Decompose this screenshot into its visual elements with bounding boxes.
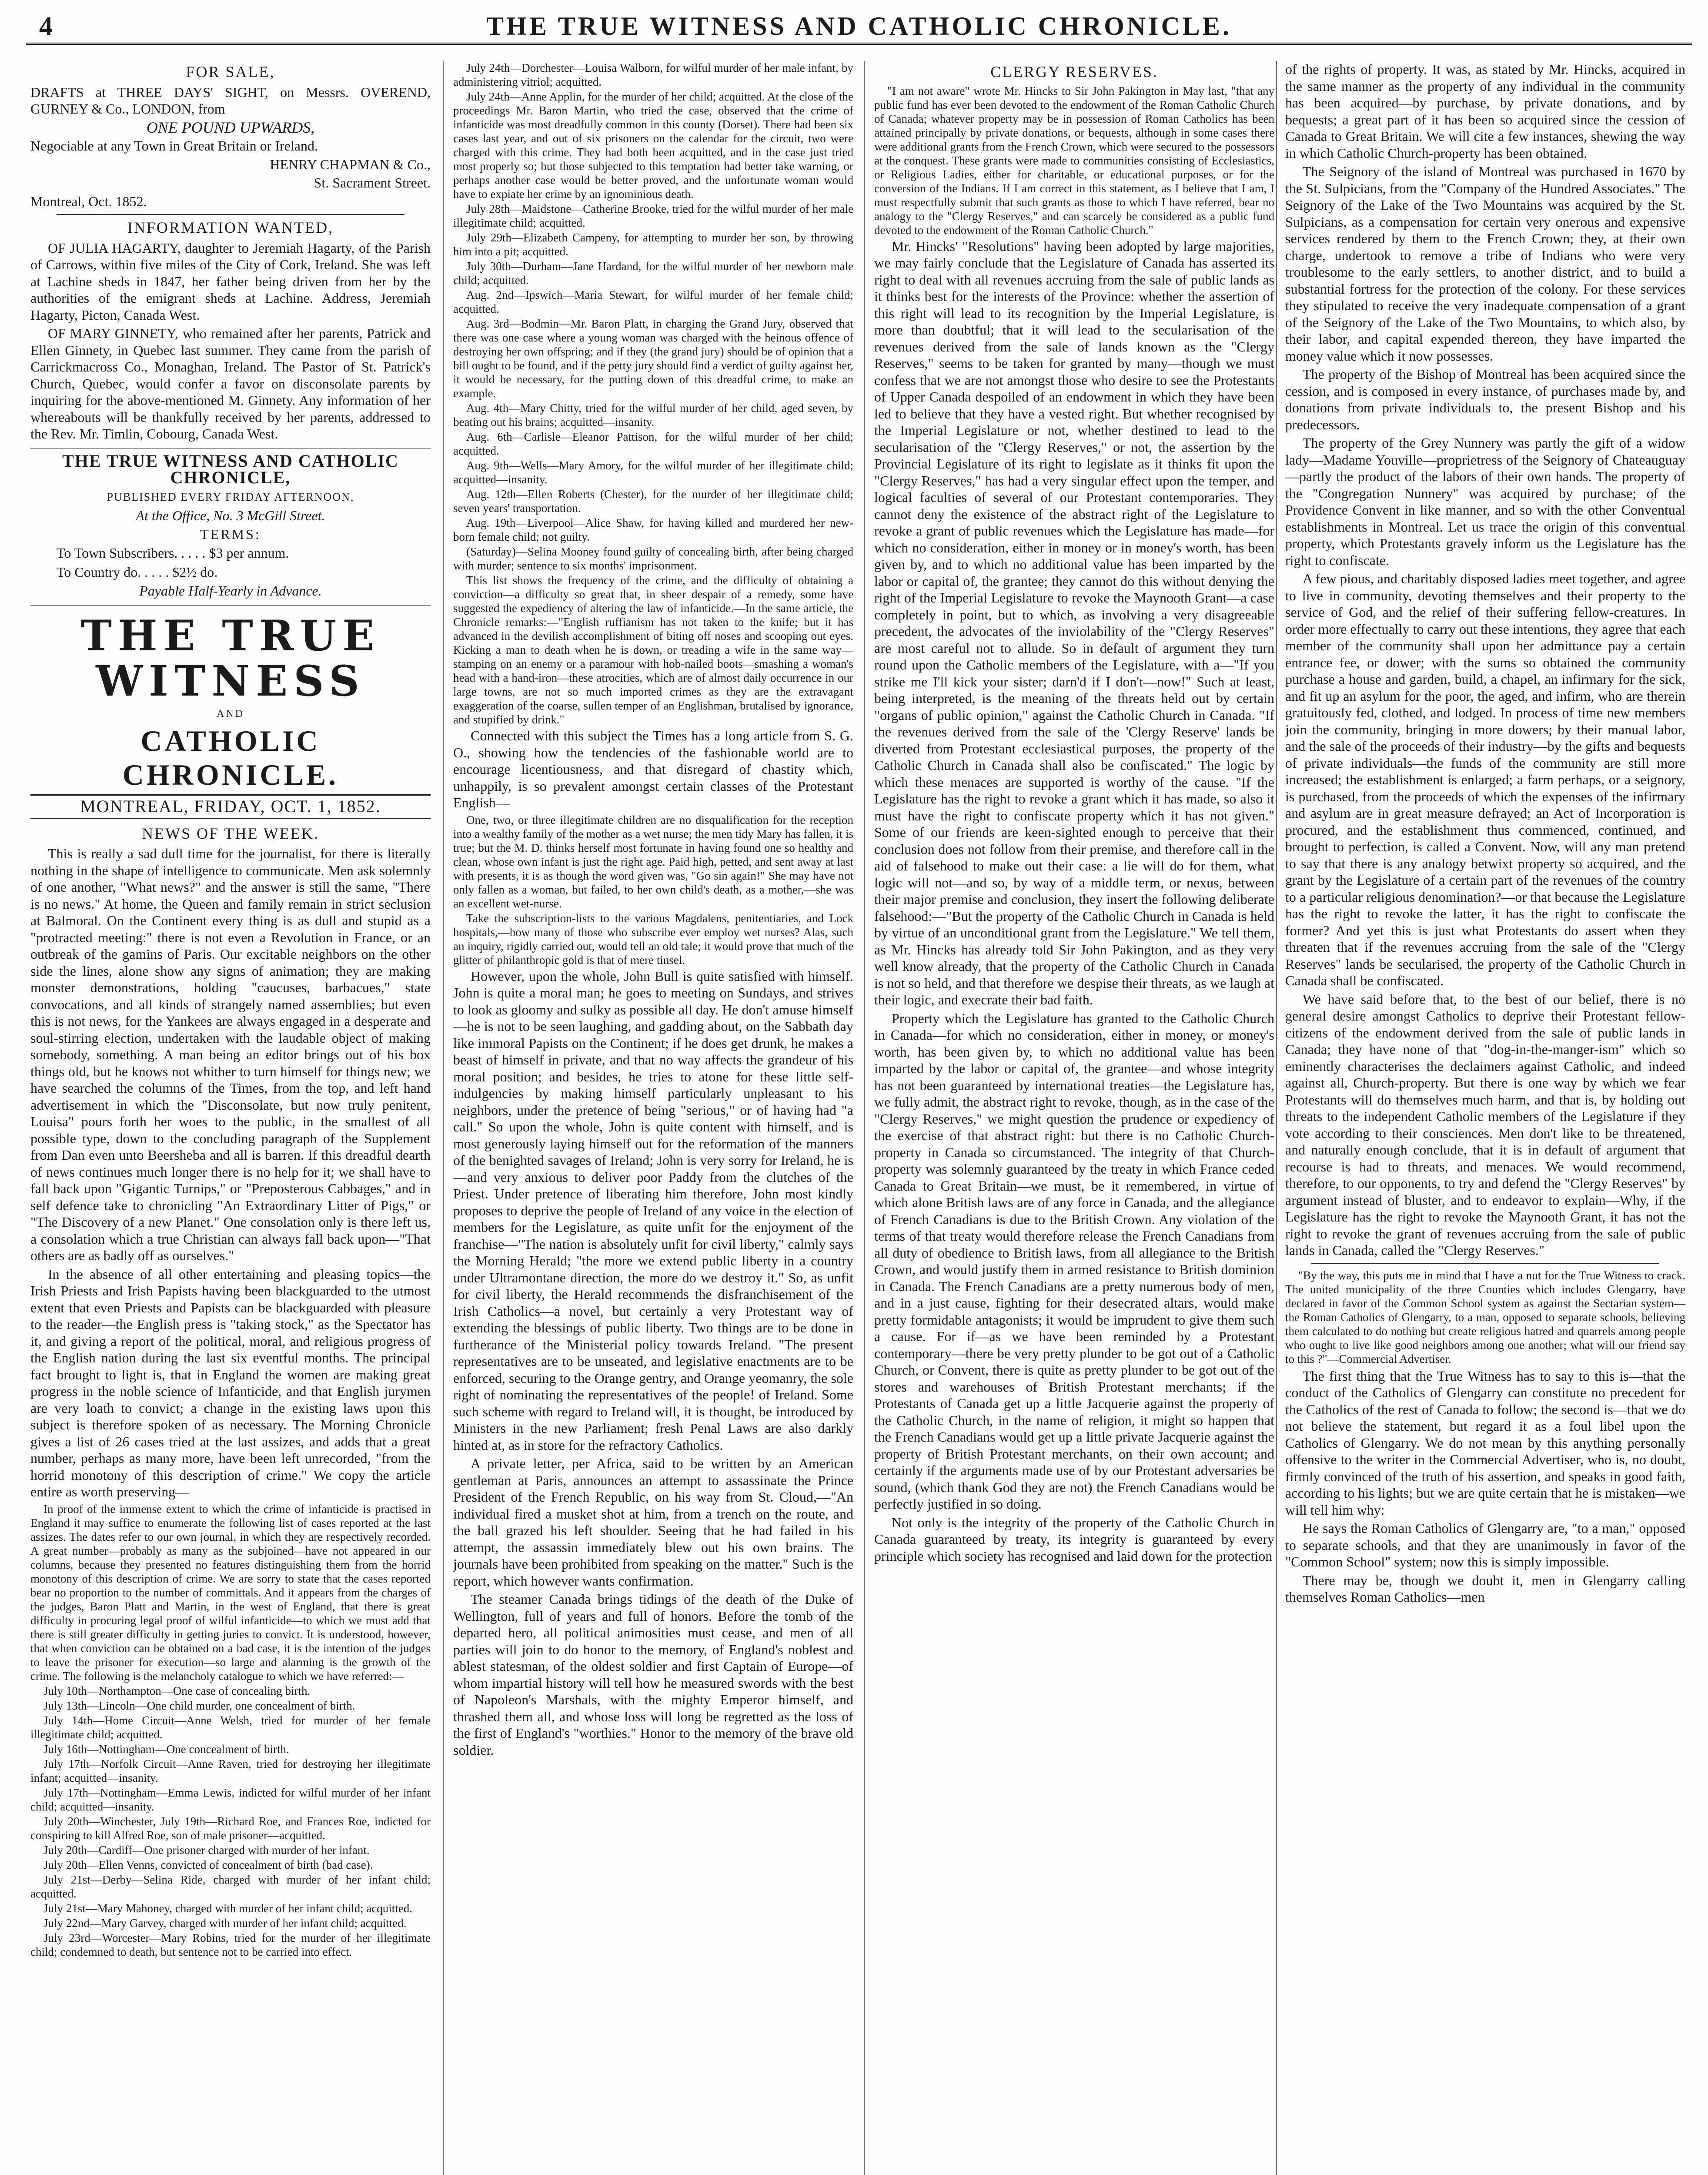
case-entry: July 17th—Norfolk Circuit—Anne Raven, tried for destroying her illegitimate infant; acquitted—insanity.	[30, 1757, 431, 1784]
article-paragraph: Mr. Hincks' "Resolutions" having been adopted by large majorities, we may fairly conclude that the Legislature of Canada has asserted its right to deal with all revenues accruing from the sale of public lands as it thinks best for the interests of the Province: whether the assertion of this right will lead to its recognition by the Imperial Legislature, is more than doubtful; that it will lead to the secularisation of the revenues derived from the sale of lands known as the "Clergy Reserves," seems to be taken for granted by many—though we must confess that we are not amongst those who desire to see the Protestants of Upper Canada despoiled of an endowment in which they have been led to believe that they have a vested right. But whether recognised by the Imperial Legislature or not, whether destined to lead to the secularisation of the "Clergy Reserves," or not, the assertion by the Provincial Legislature of its right to legislate as it thinks fit upon the "Clergy Reserves," has had a very singular effect upon the temper, and logical faculties of several of our Protestant contemporaries. They cannot deny the existence of the abstract right of the Legislature to revoke a grant of public revenues which the Legislature has made—for which no consideration, either in money or in money's worth, has been given by, and to which no additional value has been imparted by the labor or capital of, the grantee; they cannot do this without denying the right of the Imperial Legislature to revoke the Maynooth Grant—a case completely in point, but to which, as involving a very disagreeable precedent, the advocates of the inviolability of the "Clergy Reserves" are most careful not to allude. So in default of argument they turn round upon the Catholic members of the Legislature, with a—"If you strike me I'll kick your sister; darn'd if I don't—now!" Such at least, being interpreted, is the meaning of the threats held out by certain "organs of public opinion," against the Catholic Church in Canada. "If the revenues derived from the sale of the 'Clergy Reserve' lands be diverted from Protestant ecclesiastical purposes, the property of the Catholic Church in Canada shall also be confiscated." The logic by which these menaces are supported is worthy of the cause. "If the Legislature has the right to revoke a grant which it has made, so also it must have the right to confiscate property which it has not given." Some of our friends are keen-sighted enough to perceive that their conclusion does not follow from their premise, and therefore call in the aid of falsehood to make out their case: a lie will do for them, what logic will not—and so, by way of a middle term, or nexus, between their major premise and conclusion, they insert the following deliberate falsehood:—"But the property of the Catholic Church in Canada is held by virtue of an unconditional grant from the Legislature." We tell them, as Mr. Hincks has already told Sir John Pakington, and as they very well know already, that the property of the Catholic Church in Canada is not so held, and that therefore we despise their threats, as we laugh at their logic, and execrate their bad faith.	[874, 238, 1274, 1007]
case-entry: July 17th—Nottingham—Emma Lewis, indicted for wilful murder of her infant child; acquitted—insanity.	[30, 1786, 431, 1813]
for-sale-text: DRAFTS at THREE DAYS' SIGHT, on Messrs. OVEREND, GURNEY & Co., LONDON, from	[30, 84, 431, 117]
infanticide-list	[30, 1502, 431, 1959]
running-title: THE TRUE WITNESS AND CATHOLIC CHRONICLE.	[486, 12, 1232, 40]
article-paragraph: A private letter, per Africa, said to be written by an American gentleman at Paris, announces an attempt to assassinate the Prince President of the French Republic, on his way from St. Cloud,—"An individual fired a musket shot at him, from a trench on the route, and the ball grazed his left shoulder. Seeing that he had failed in his attempt, the assassin immediately blew out his own brains. The journals have been prohibited from speaking on the matter." Such is the report, which however wants confirmation.	[453, 1456, 853, 1589]
for-sale-negotiable: Negociable at any Town in Great Britain or Ireland.	[30, 138, 318, 154]
case-entry: Aug. 3rd—Bodmin—Mr. Baron Platt, in charging the Grand Jury, observed that there was one case where a young woman was charged with the heinous offence of destroying her own offspring; and if they (the grand jury) should be of opinion that a bill ought to be found, and if the petty jury should find a verdict of guilty against her, it would be necessary, for the putting down of this dreadful crime, to make an example.	[453, 317, 853, 400]
case-entry: July 24th—Anne Applin, for the murder of her child; acquitted. At the close of the proceedings Mr. Baron Martin, who tried the case, observed that the crime of infanticide was most dreadfully common in this county (Dorset). There had been six cases last year, and out of six prisoners on the calendar for the circuit, two were charged with this crime. They had both been acquitted, and in the case just tried most properly so; but those subjected to this temptation had better take warning, or perhaps another case would be better proved, and the unfortunate woman would have to expiate her crime by an ignominious death.	[453, 90, 853, 201]
case-entry: July 10th—Northampton—One case of concealing birth.	[43, 1684, 311, 1697]
column-rule	[443, 61, 444, 2175]
article-paragraph: Connected with this subject the Times has a long article from S. G. O., showing how the tendencies of the fashionable world are to encourage licentiousness, and that disregard of chastity which, unhappily, is so prevalent amongst certain classes of the Protestant English—	[453, 728, 853, 810]
article-paragraph: The property of the Grey Nunnery was partly the gift of a widow lady—Madame Youville—proprietress of the Seignory of Chateauguay—partly the product of the labors of their own hands. The property of the "Congregation Nunnery" was acquired by purchase; of the Providence Convent in like manner, and so with the other Conventual establishments in Montreal. Let us trace the origin of this conventual property, which Protestants gravely inform us the Legislature has the right to confiscate.	[1285, 435, 1685, 568]
case-entry: July 13th—Lincoln—One child murder, one concealment of birth.	[43, 1699, 355, 1712]
case-entry: July 24th—Dorchester—Louisa Walborn, for wilful murder of her male infant, by administering vitriol; acquitted.	[453, 61, 853, 88]
case-entry: July 22nd—Mary Garvey, charged with murder of her infant child; acquitted.	[43, 1916, 407, 1930]
terms-town: To Town Subscribers. . . . . $3 per annum.	[57, 545, 289, 561]
page-number: 4	[39, 12, 53, 41]
news-paragraph: This is really a sad dull time for the journalist, for there is literally nothing in the shape of intelligence to communicate. Men ask solemnly of one another, "What news?" and the answer is still the same, "There is no news." At home, the Queen and family remain in strict seclusion at Balmoral. On the Continent every thing is as dull and stupid as a "protracted meeting:" there is not even a Revolution in France, or an outbreak of the gamins of Paris. Our excitable neighbors on the other side the lines, alone show any signs of animation; they are making monster demonstrations, holding "caucuses, barbacues," state convocations, and all kinds of strangely named assemblies; but even this is not news, for the Yankees are always engaged in a desperate and soul-stirring election, undertaken with the laudable object of making somebody, something. A man being an editor brings out of his box things old, but he knows not whither to turn himself for things new; we have searched the columns of the Times, from the top, and left hand advertisement in which the "Disconsolate, but now truly penitent, Louisa" pours forth her woes to the public, in the smallest of all possible type, down to the concluding paragraph of the Supplement from Dan even unto Beersheba and all is barren. If this dreadful dearth of news continues much longer there is no help for it; we shall have to fall back upon "Gigantic Turnips," or "Preposterous Cabbages," and in self defence take to chronicling "An Extraordinary Litter of Pigs," or "The Discovery of a new Planet." One consolation only is there left us, a consolation which a true Christian can always fall back upon—"That others are as badly off as ourselves."	[30, 846, 431, 1263]
quote-paragraph: One, two, or three illegitimate children are no disqualification for the reception into a wealthy family of the mother as a wet nurse; the men tidy Mary has fallen, it is true; but the M. D. thinks herself most fortunate in having found one so healthy and clean, whose own infant is just the right age. Paid high, petted, and sent away at last with presents, it is as though the word given was, "Go sin again!" She may have not only fallen as a woman, but failed, to her own child's death, as a mother,—she was an excellent wet-nurse.	[453, 813, 854, 910]
times-quote	[453, 813, 853, 967]
article-paragraph: The first thing that the True Witness has to say to this is—that the conduct of the Catholics of Glengarry can constitute no precedent for the Catholics of the rest of Canada to follow; the second is—that we do not believe the statement, but regard it as a foul libel upon the Catholics of Glengarry. We do not mean by this anything personally offensive to the writer in the Commercial Advertiser, who is, no doubt, firmly convinced of the truth of his assertion, and speaks in good faith, according to his lights; but we are quite certain that he is mistaken—we will tell him why:	[1285, 1368, 1685, 1518]
quote-paragraph: "I am not aware" wrote Mr. Hincks to Sir John Pakington in May last, "that any public fund has ever been devoted to the endowment of the Roman Catholic Church of Canada; whatever property may be in possession of Roman Catholics has been attained principally by private donations, or bequests, although in some cases there were additional grants from the French Crown, which were secured to the possessors at the conquest. These grants were made to communities consisting of Ecclesiastics, or Religious Ladies, either for charitable, or educational purposes, or for the conversion of the Indians. If I am correct in this statement, as I believe that I am, I must respectfully submit that such grants as those to which I have referred, bear no analogy to the "Clergy Reserves," and can scarcely be considered as a public fund devoted to the endowment of the Roman Catholic Church."	[874, 84, 1274, 237]
divider	[30, 604, 431, 606]
article-paragraph: Property which the Legislature has granted to the Catholic Church in Canada—for which no consideration, either in money, or money's worth, has been given by, to which no additional value has been imparted by the labor or capital of, the grantee—and whose integrity has not been guaranteed by international treaties—the Legislature has, we fully admit, the abstract right to revoke, though, as in the case of the "Clergy Reserves," we might question the prudence or expediency of the exercise of that abstract right: but there is no Catholic Church-property in Canada so circumstanced. The integrity of that Church-property was solemnly guaranteed by the treaty in which France ceded Canada to Great Britain—we must, be it remembered, in virtue of which alone British laws are of any force in Canada, and the allegiance of French Canadians is due to the British Crown. Any violation of the terms of that treaty would therefore release the French Canadians from all duty of obedience to British laws, from all allegiance to the British Crown, and would justify them in armed resistance to British dominion in Canada. The French Canadians are a pretty numerous body of men, and in a just cause, fighting for their desecrated altars, would make pretty formidable antagonists; it would be imprudent to give them such a cause. For if—as we have been reminded by a Protestant contemporary—there be very pretty plunder to be got out of a Catholic Church, or Convent, there is quite as pretty plunder to be got out of the stores and warehouses of British Protestant merchants; if the Protestants of Canada get up a little Jacquerie against the property of the Catholic Church, in the name of religion, it might so happen that the French Canadians would get up a little private Jacquerie against the property of British Protestant merchants, on their own account; and certainly if the arguments made use of by our Protestant adversaries be sound, (which thank God they are not) the French Canadians would be perfectly justified in so doing.	[874, 1010, 1274, 1512]
article-paragraph: The Seignory of the island of Montreal was purchased in 1670 by the St. Sulpicians, from the "Company of the Hundred Associates." The Seignory of the Lake of the Two Mountains was acquired by the St. Sulpicians, as a compensation for certain very onerous and expensive services rendered by them to the French Crown; they, at their own charge, undertook to remove a tribe of Indians who were very troublesome to the early settlers, to another district, and to build a substantial fortress for the protection of the colony. For these services they stipulated to receive the very inadequate compensation of a grant of the Seignory of the Lake of the Two Mountains, to which also, by their labor, and capital expended thereon, they have imparted the money value which it now possesses.	[1285, 164, 1685, 364]
news-body	[30, 845, 431, 1500]
for-sale-signer: HENRY CHAPMAN & Co.,	[270, 156, 431, 172]
quote-paragraph: Take the subscription-lists to the various Magdalens, penitentiaries, and Lock hospitals,—how many of those who subscribe ever employ wet nurses? Alas, such an inquiry, rigidly carried out, would tell an old tale; it would prove that much of the glitter of philanthropic gold is that of mere tinsel.	[453, 911, 853, 967]
info-wanted-heading: INFORMATION WANTED,	[127, 219, 334, 236]
terms-payable: Payable Half-Yearly in Advance.	[139, 583, 322, 599]
dateline: MONTREAL, FRIDAY, OCT. 1, 1852.	[30, 794, 431, 819]
case-entry: Aug. 6th—Carlisle—Eleanor Pattison, for the wilful murder of her child; acquitted.	[453, 430, 853, 457]
case-entry: July 21st—Mary Mahoney, charged with murder of her infant child; acquitted.	[43, 1901, 413, 1915]
publication-schedule: PUBLISHED EVERY FRIDAY AFTERNOON,	[107, 490, 354, 503]
divider	[1311, 1263, 1659, 1264]
column-rule	[864, 61, 865, 2175]
case-entry: July 29th—Elizabeth Campeny, for attempting to murder her son, by throwing him into a pit; acquitted.	[453, 231, 853, 258]
case-entry: July 30th—Durham—Jane Hardand, for the wilful murder of her newborn male child; acquitted.	[453, 260, 853, 287]
case-entry: Aug. 4th—Mary Chitty, tried for the wilful murder of her child, aged seven, by beating out his brains; acquitted—insanity.	[453, 402, 853, 428]
masthead	[30, 613, 431, 792]
column-2	[453, 61, 853, 1760]
case-entry: July 14th—Home Circuit—Anne Welsh, tried for murder of her female illegitimate child; acquitted.	[30, 1713, 431, 1741]
case-entry: Aug. 2nd—Ipswich—Maria Stewart, for wilful murder of her female child; acquitted.	[453, 288, 853, 315]
news-heading: NEWS OF THE WEEK.	[142, 824, 319, 842]
case-entry: July 16th—Nottingham—One concealment of birth.	[43, 1742, 289, 1756]
column-3	[874, 61, 1274, 1566]
running-header	[26, 8, 1692, 45]
for-sale-heading: FOR SALE,	[186, 63, 275, 80]
masthead-title: THE TRUE WITNESS	[80, 611, 381, 706]
news-paragraph: In the absence of all other entertaining and pleasing topics—the Irish Priests and Irish Papists having been blackguarded to the utmost extent that even Priests and Papists can be blackguarded with pleasure to the reader—the English press is "taking stock," as the Spectator has it, and giving a report of the political, moral, and religious progress of the English nation during the last six eventful months. The principal fact brought to light is, that in England the women are making great progress in the noble science of Infanticide, and that English jurymen are very loath to convict; a change in the existing laws upon this subject is therefore spoken of as necessary. The Morning Chronicle gives a list of 26 cases tried at the last assizes, and adds that a great number, perhaps as many more, have been left unrecorded, "from the horrid monotony of this description of crime." We copy the article entire as worth preserving—	[30, 1266, 431, 1499]
clergy-reserves-heading: CLERGY RESERVES.	[990, 63, 1158, 80]
article-paragraph: He says the Roman Catholics of Glengarry are, "to a man," opposed to separate schools, and that they are unanimously in favor of the "Common School" system; now this is simply impossible.	[1285, 1520, 1685, 1569]
info-wanted-hagarty: OF JULIA HAGARTY, daughter to Jeremiah Hagarty, of the Parish of Carrows, within five miles of the City of Cork, Ireland. She was left at Lachine sheds in 1847, her father being driven from her by the authorities of the emigrant sheds at Lachine. Address, Jeremiah Hagarty, Picton, Canada West.	[30, 240, 431, 323]
article-paragraph: The steamer Canada brings tidings of the death of the Duke of Wellington, full of years and full of honors. Before the tomb of the departed hero, all political animosities must cease, and men of all parties will join to do honor to the memory, of England's noblest and ablest statesman, of the oldest soldier and first Captain of Europe—of whom impartial history will tell how he measured swords with the best of Napoleon's Marshals, with the mighty Emperor himself, and thrashed them all, and whose loss will long be regretted as the loss of the first of England's "worthies." Honor to the memory of the brave old soldier.	[453, 1591, 853, 1758]
terms-heading: TERMS:	[200, 526, 261, 542]
for-sale-place-date: Montreal, Oct. 1852.	[30, 193, 147, 209]
case-entry: July 23rd—Worcester—Mary Robins, tried for the murder of her illegitimate child; condemned to death, but sentence not to be carried into effect.	[30, 1931, 431, 1958]
case-entry: July 28th—Maidstone—Catherine Brooke, tried for the wilful murder of her male illegitimate child; acquitted.	[453, 202, 853, 229]
divider	[57, 214, 404, 215]
masthead-subtitle: CATHOLIC CHRONICLE.	[122, 724, 339, 791]
article-paragraph: There may be, though we doubt it, men in Glengarry calling themselves Roman Catholics—men	[1285, 1572, 1685, 1605]
info-wanted-ginnety: OF MARY GINNETY, who remained after her parents, Patrick and Ellen Ginnety, in Quebec last summer. They came from the parish of Carrickmacross Co., Monaghan, Ireland. The Pastor of St. Patrick's Church, Quebec, would confer a favor on disconsolate parents by inquiring for the above-mentioned M. Ginnety. Any information of her whereabouts will be thankfully received by her parents, addressed to the Rev. Mr. Timlin, Cobourg, Canada West.	[30, 325, 431, 442]
column-4	[1285, 61, 1685, 1607]
case-entry: July 20th—Winchester, July 19th—Richard Roe, and Frances Roe, indicted for conspiring to kill Alfred Roe, son of male prisoner—acquitted.	[30, 1814, 431, 1842]
terms-country: To Country do. . . . . $2½ do.	[57, 564, 218, 580]
article-paragraph: However, upon the whole, John Bull is quite satisfied with himself. John is quite a moral man; he goes to meeting on Sundays, and strives to look as gloomy and sulky as possible all day. He don't amuse himself—he is not to be seen laughing, and gadding about, on the Sabbath day like immoral Papists on the Continent; if he does get drunk, he makes a beast of himself in private, and that no way affects the grandeur of his moral position; and besides, he tries to atone for these little self-indulgencies by making himself particularly unpleasant to his neighbors, under the pretence of being "serious," or of having had "a call." So upon the whole, John is quite content with himself, and is most generously laying himself out for the reformation of the manners of the benighted savages of Ireland; John is very sorry for Ireland, he is—and very anxious to deliver poor Paddy from the clutches of the Priest. Under pretence of liberating him therefore, John most kindly proposes to deprive the people of Ireland of any voice in the election of members for the Legislature, as quite unfit for the enjoyment of the franchise—"The nation is absolutely unfit for civil liberty," calmly says the Morning Herald; "the more we extend public liberty in a country under Ultramontane direction, the more do we destroy it." So, as unfit for civil liberty, the Herald recommends the disfranchisement of the Irish Catholics—a novel, but certainly a very Protestant way of extending the blessings of public liberty. Two things are to be done in furtherance of the Ministerial policy towards Ireland. "The present representatives are to be unseated, and legislative enactments are to be enforced, securing to the Orange gentry, and Orange yeomanry, the sole right of nominating the representatives of the people! of Ireland. Some such scheme with regard to Ireland will, it is thought, be introduced by Ministers in the new Parliament; fresh Penal Laws are also darkly hinted at, as in store for the refractory Catholics.	[453, 968, 853, 1453]
case-entry: (Saturday)—Selina Mooney found guilty of concealing birth, after being charged with murder; sentence to six months' imprisonment.	[453, 545, 853, 572]
column-rule	[1276, 61, 1277, 2175]
infanticide-list-continued	[453, 61, 853, 726]
article-paragraph: Not only is the integrity of the property of the Catholic Church in Canada guaranteed by treaty, its integrity is guaranteed by every principle which society has recognised and laid down for the protection	[874, 1514, 1274, 1564]
for-sale-address: St. Sacrament Street.	[314, 175, 431, 191]
publication-office: At the Office, No. 3 McGill Street.	[136, 508, 325, 523]
quote-paragraph: In proof of the immense extent to which the crime of infanticide is practised in England it may suffice to enumerate the following list of cases reported at the last assizes. The dates refer to our own journal, in which they are respectively recorded. A great number—probably as many as the subjoined—have not appeared in our columns, because they presented no features distinguishing them from the horrid monotony of this description of crime. We are sorry to state that the cases reported bear no proportion to the number of committals. And it appears from the charges of the judges, Baron Platt and Martin, in the west of England, that there is great difficulty in procuring legal proof of wilful infanticide—to which we must add that there is still greater difficulty in getting juries to convict. It is understood, however, that when conviction can be obtained on a bad case, it is the intention of the judges to leave the prisoner for execution—so large and alarming is the growth of the crime. The following is the melancholy catalogue to which we have referred:—	[30, 1502, 431, 1683]
article-paragraph: We have said before that, to the best of our belief, there is no general desire amongst Catholics to deprive their Protestant fellow-citizens of the endowment derived from the sale of public lands in Canada; they have none of that "dog-in-the-manger-ism" which so eminently characterises the declaimers against Catholic, and indeed against all, Church-property. But there is one way by which we fear Protestants will do themselves much harm, and that is, by holding out threats to the independent Catholic members of the Legislature if they vote according to their consciences. Men don't like to be threatened, and naturally enough conclude, that it is in default of argument that recourse is had to threats, and menaces. We would recommend, therefore, to our opponents, to try and defend the "Clergy Reserves" by argument instead of bluster, and to endeavor to explain—Why, if the Legislature has the right to revoke the Maynooth Grant, it has not the right to revoke the grant of revenues accruing from the sale of public lands in Canada, called the "Clergy Reserves."	[1285, 991, 1685, 1258]
case-entry: July 20th—Cardiff—One prisoner charged with murder of her infant.	[43, 1843, 370, 1857]
case-entry: Aug. 12th—Ellen Roberts (Chester), for the murder of her illegitimate child; seven years' transportation.	[453, 488, 853, 515]
case-entry: Aug. 19th—Liverpool—Alice Shaw, for having killed and murdered her new-born female child; not guilty.	[453, 516, 853, 543]
article-paragraph: A few pious, and charitably disposed ladies meet together, and agree to live in community, devoting themselves and their property to the service of God, and the relief of their suffering fellow-creatures. In order more effectually to carry out these intentions, they agree that each member of the community shall upon her admittance pay a certain entrance fee, or dower; with the sums so obtained the community purchase a house and garden, build, a chapel, an infirmary for the sick, and fit up an asylum for the poor, the aged, and infirm, who are therein gratuitously fed, clothed, and lodged. In process of time new members join the community, bringing in more dowers; by their manual labor, and the sale of the proceeds of their industry—by the gifts and bequests of private individuals—the funds of the community are still more increased; the establishment is enlarged; a farm perhaps, or a seignory, is purchased, from the proceeds of which the expenses of the infirmary and asylum are in great measure defrayed; an Act of Incorporation is procured, and the establishment thus commenced, continued, and brought to perfection, is called a Convent. Now, will any man pretend to say that there is any analogy betwixt property so acquired, and the grant by the Legislature of a certain part of the revenues of the country to a particular religious denomination?—or that because the Legislature has the right to revoke the latter, it has the right to confiscate the former? And yet this is just what Protestants do assert when they threaten that if the revenues accruing from the sale of the "Clergy Reserves" lands be secularised, the property of the Catholic Church in Canada shall be confiscated.	[1285, 571, 1685, 988]
case-entry: Aug. 9th—Wells—Mary Amory, for the wilful murder of her illegitimate child; acquitted—insanity.	[453, 459, 853, 486]
case-entry: July 20th—Ellen Venns, convicted of concealment of birth (bad case).	[43, 1858, 373, 1871]
for-sale-amount: ONE POUND UPWARDS,	[146, 118, 315, 136]
case-entry: July 21st—Derby—Selina Ride, charged with murder of her infant child; acquitted.	[30, 1873, 431, 1900]
hincks-quote	[874, 84, 1274, 237]
divider	[30, 447, 431, 448]
quote-paragraph: "By the way, this puts me in mind that I have a nut for the True Witness to crack. The united municipality of the three Counties which includes Glengarry, have declared in favor of the Common School system as against the Sectarian system—the Roman Catholics of Glengarry, to a man, opposed to separate schools, believing them calculated to do nothing but create religious hatred and quarrels among people who ought to live like good neighbors among one another; what will our friend say to this ?"—Commercial Advertiser.	[1285, 1268, 1685, 1365]
masthead-and: AND	[217, 708, 244, 719]
column-1	[30, 61, 431, 1960]
quote-paragraph: This list shows the frequency of the crime, and the difficulty of obtaining a conviction—a difficulty so great that, in sheer despair of a remedy, some have suggested the expediency of altering the law of infanticide.—In the same article, the Chronicle remarks:—"English ruffianism has not taken to the knife; but it has advanced in the devilish accomplishment of biting off noses and scooping out eyes. Kicking a man to death when he is down, or treading a wife in the same way—stamping on an enemy or a paramour with hob-nailed boots—smashing a woman's head with a hand-iron—these atrocities, which are of almost daily occurrence in our large towns, are not so much imported crimes as they are the extravagant exaggeration of the coarse, sullen temper of an Englishman, brutalised by ignorance, and stupified by drink."	[453, 574, 853, 726]
article-paragraph: of the rights of property. It was, as stated by Mr. Hincks, acquired in the same manner as the property of any individual in the community has been acquired—by purchase, by private donations, and by bequests; a great part of it has been so acquired since the cession of Canada to Great Britain. We will cite a few instances, shewing the way in which Catholic Church-property has been obtained.	[1285, 61, 1685, 161]
article-paragraph: The property of the Bishop of Montreal has been acquired since the cession, and is composed in every instance, of purchases made by, and donations from private individuals to, the present Bishop and his predecessors.	[1285, 366, 1685, 432]
advertiser-quote	[1285, 1268, 1685, 1366]
publication-notice-title: THE TRUE WITNESS AND CATHOLIC CHRONICLE,	[62, 451, 399, 487]
